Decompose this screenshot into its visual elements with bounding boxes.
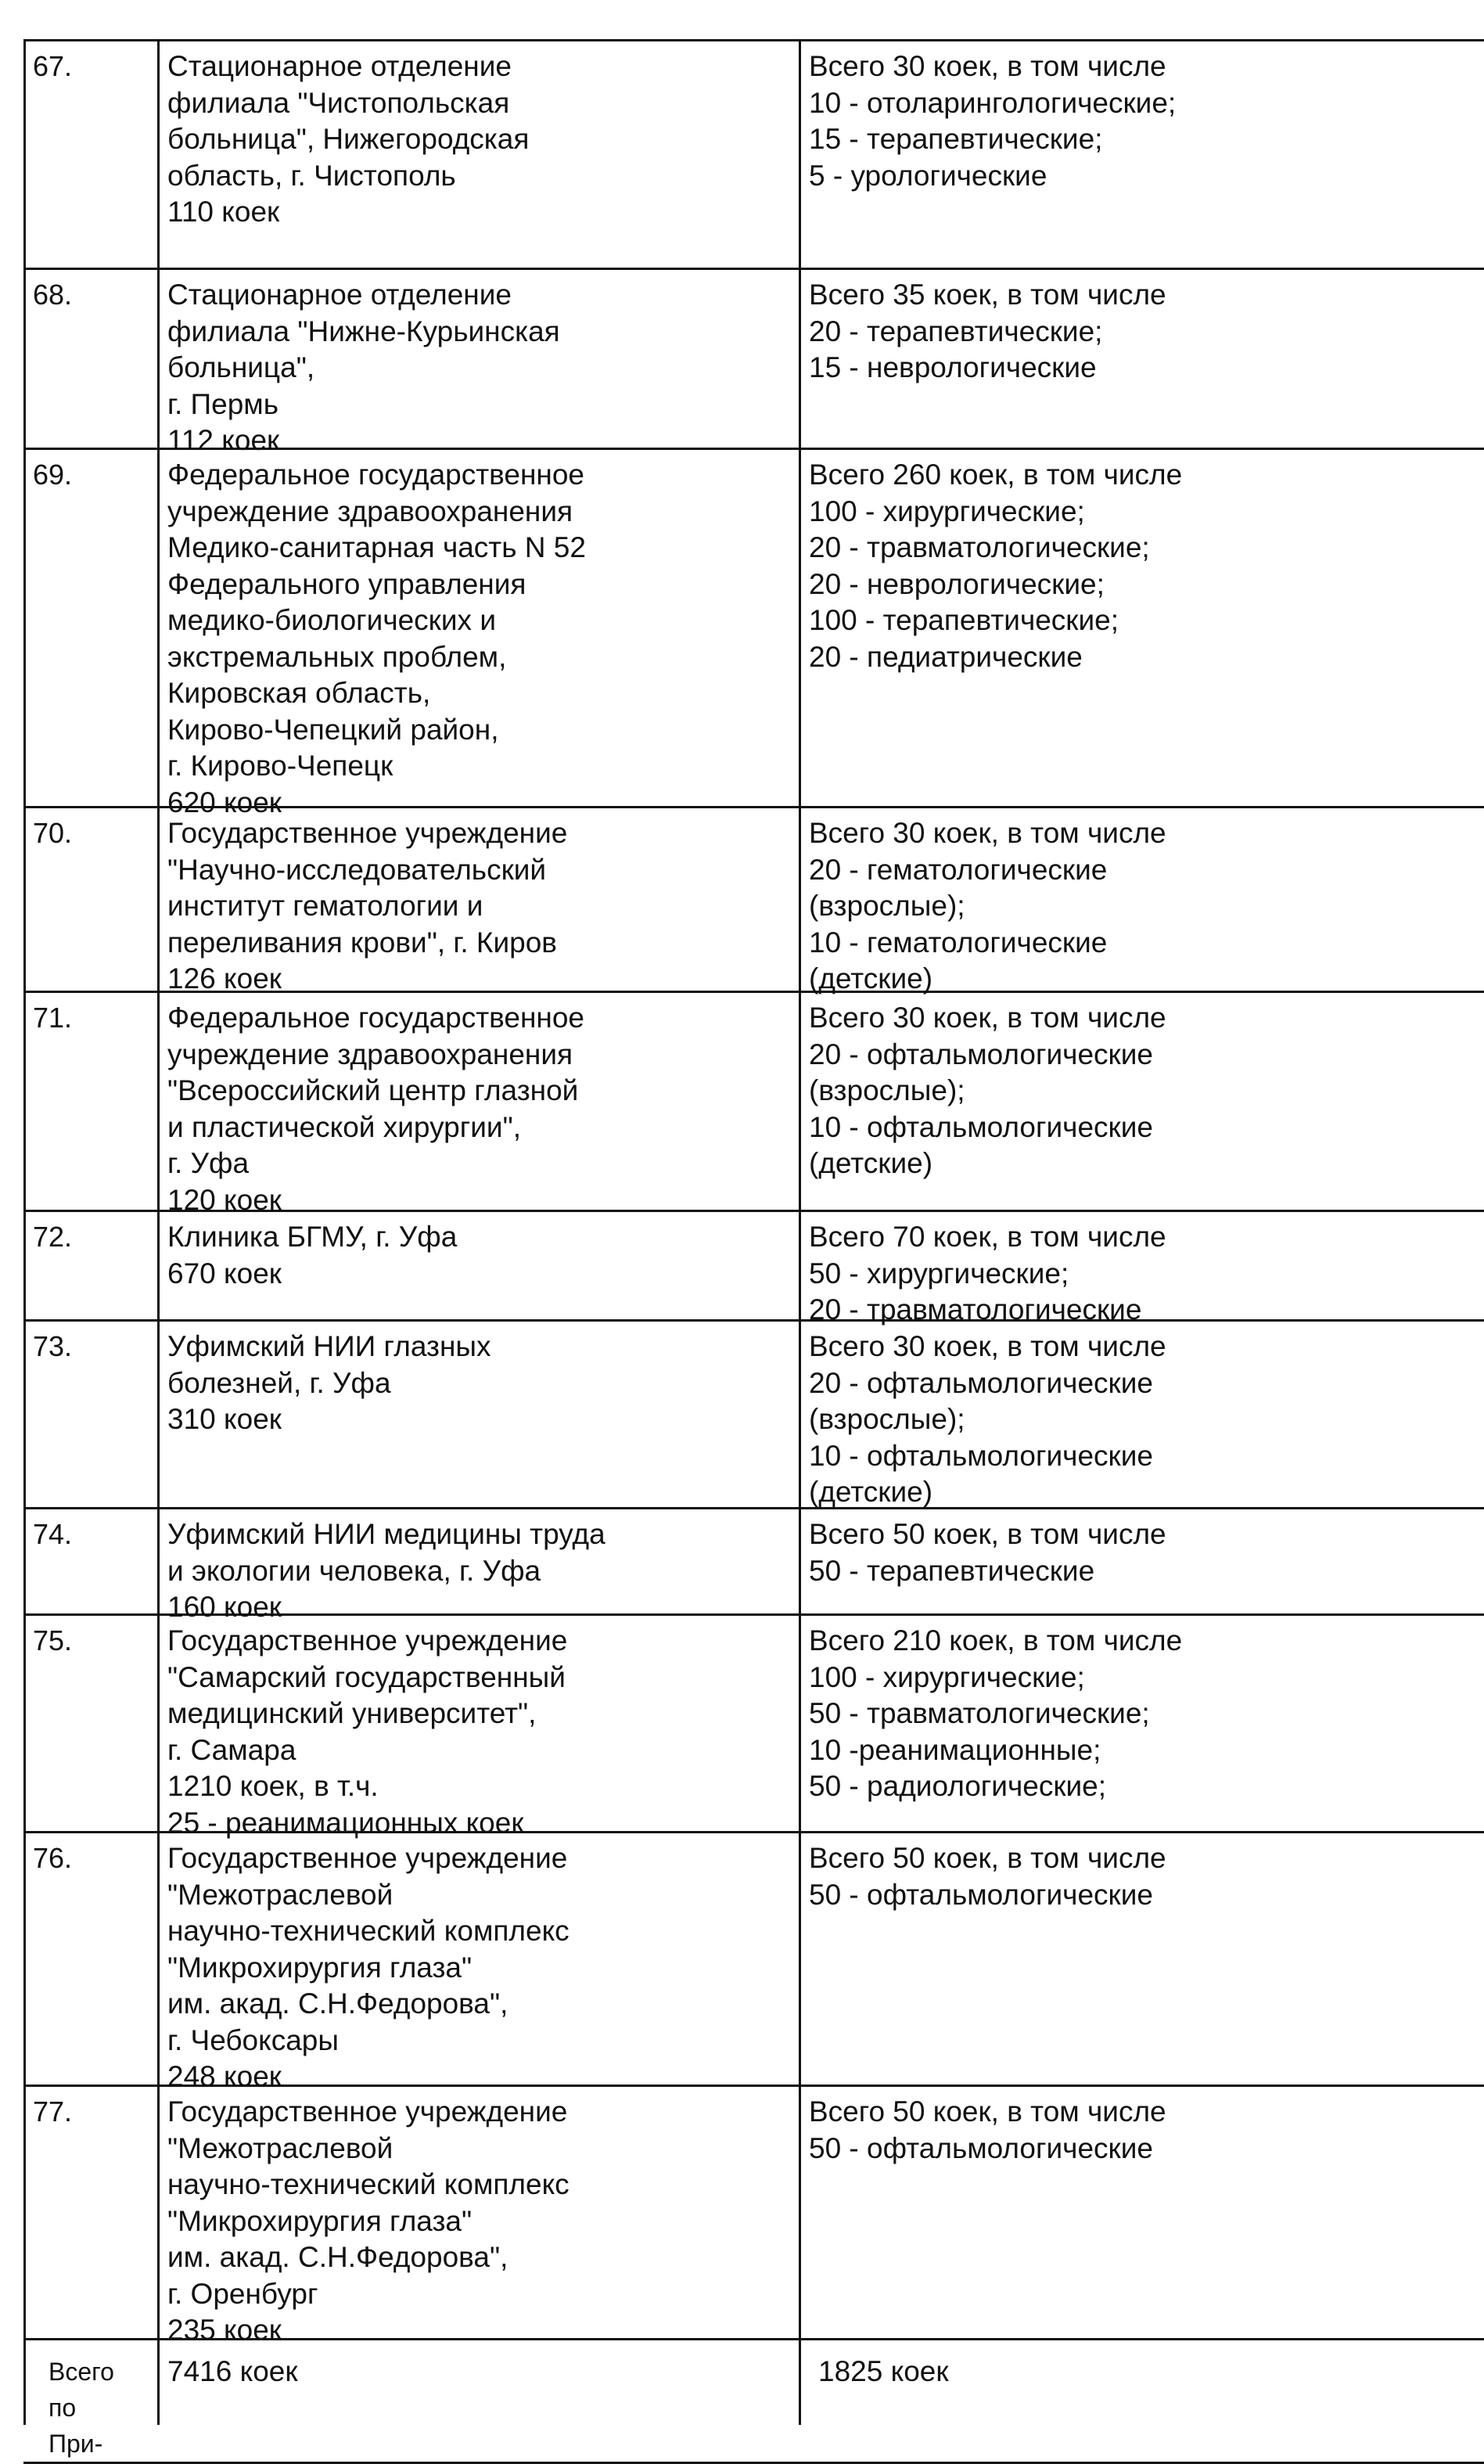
facility-cell [167,815,567,998]
row-border [23,1319,1484,1322]
cell-line: 120 коек [167,1183,282,1216]
cell-line: 10 - отоларингологические; [809,86,1177,119]
cell-line: 20 - травматологические [809,1293,1142,1326]
cell-line: 112 коек [167,424,280,456]
cell-line: Всего 50 коек, в том числе [809,1842,1166,1874]
cell-line: 160 коек [167,1591,282,1623]
cell-line: 670 коек [167,1257,282,1290]
cell-line: Всего 30 коек, в том числе [809,50,1166,82]
cell-line: 620 коек [167,786,282,818]
cell-line: им. акад. С.Н.Федорова", [167,2241,508,2273]
cell-line: 20 - офтальмологические [809,1038,1153,1070]
cell-line: болезней, г. Уфа [167,1366,391,1399]
cell-line: Всего 210 коек, в том числе [809,1624,1183,1656]
facility-cell [167,1840,570,2095]
cell-line: (детские) [809,1147,933,1179]
cell-line: область, г. Чистополь [167,159,456,192]
cell-line: 50 - терапевтические [809,1554,1095,1587]
cell-line: больница", [167,351,315,383]
cell-line: "Научно-исследовательский [167,853,547,886]
cell-line: 50 - офтальмологические [809,2131,1153,2164]
row-number: 68. [33,279,73,311]
cell-line: Государственное учреждение [167,2095,568,2128]
cell-line: 110 коек [167,196,280,228]
cell-line: 10 - офтальмологические [809,1439,1153,1472]
cell-line: 20 - терапевтические; [809,315,1103,347]
cell-line: медицинский университет", [167,1697,537,1729]
column-border [799,39,801,2425]
row-border [23,268,1484,270]
row-number: 67. [33,50,73,82]
cell-line: Всего 70 коек, в том числе [809,1221,1166,1253]
cell-line: (детские) [809,962,933,995]
cell-line: Всего 260 коек, в том числе [809,459,1183,491]
cell-line: научно-технический комплекс [167,1915,570,1947]
cell-line: больница", Нижегородская [167,123,530,155]
facility-cell [167,1000,584,1218]
cell-line: г. Уфа [167,1147,250,1179]
total-facility-cell [167,2354,298,2390]
cell-line: (взрослые); [809,890,965,922]
cell-line: филиала "Нижне-Курьинская [167,315,560,347]
facility-cell [167,2094,570,2349]
cell-line: медико-биологических и [167,604,496,636]
beds-cell [809,457,1182,675]
beds-cell [809,1219,1166,1329]
cell-line: 235 коек [167,2314,282,2346]
cell-line: Стационарное отделение [167,50,512,82]
cell-line: филиала "Чистопольская [167,86,510,119]
cell-line: 5 - урологические [809,159,1047,192]
cell-line: 20 - гематологические [809,853,1108,886]
cell-line: 100 - хирургические; [809,495,1085,527]
cell-line: Всего 30 коек, в том числе [809,1330,1166,1362]
cell-line: Государственное учреждение [167,1842,568,1874]
cell-line: г. Кирово-Чепецк [167,750,393,782]
cell-line: 50 - хирургические; [809,1257,1069,1290]
cell-line: и пластической хирургии", [167,1110,521,1143]
beds-cell [809,1329,1166,1511]
facility-cell [167,49,529,231]
beds-cell [809,49,1176,194]
cell-line: "Межотраслевой [167,1878,393,1911]
cell-line: 310 коек [167,1403,282,1435]
cell-line: Всего 35 коек, в том числе [809,279,1166,311]
cell-line: Всего 50 коек, в том числе [809,2095,1166,2128]
cell-line: научно-технический комплекс [167,2168,570,2200]
cell-line: 126 коек [167,962,282,995]
facility-cell [167,1623,567,1841]
cell-line: г. Чебоксары [167,2023,339,2056]
cell-line: "Всероссийский центр глазной [167,1074,579,1106]
cell-line: 1210 коек, в т.ч. [167,1770,379,1802]
column-border [157,39,160,2425]
cell-line: 50 - офтальмологические [809,1878,1153,1911]
cell-line: 10 -реанимационные; [809,1733,1101,1766]
total-beds-cell [818,2354,949,2390]
beds-cell [809,1623,1182,1805]
cell-line: Кировская область, [167,677,431,709]
cell-line: Всего 30 коек, в том числе [809,1002,1166,1034]
cell-line: Уфимский НИИ глазных [167,1330,491,1362]
cell-line: (взрослые); [809,1074,965,1106]
cell-line: 248 коек [167,2060,282,2092]
cell-line: При- [49,2430,103,2458]
row-border [23,39,1484,41]
facility-cell [167,1219,457,1292]
cell-line: 20 - неврологические; [809,567,1105,600]
cell-line: Государственное учреждение [167,1624,568,1656]
cell-line: г. Пермь [167,387,279,420]
beds-cell [809,1516,1166,1589]
beds-cell [809,1000,1166,1182]
cell-line: 25 - реанимационных коек [167,1806,524,1839]
row-number: 72. [33,1221,73,1253]
cell-line: 100 - терапевтические; [809,604,1119,636]
row-border [23,1507,1484,1509]
cell-line: 100 - хирургические; [809,1660,1085,1693]
cell-line: и экологии человека, г. Уфа [167,1554,541,1587]
cell-line: Федерального управления [167,567,526,600]
row-number: 75. [33,1624,73,1656]
cell-line: 50 - травматологические; [809,1697,1150,1729]
cell-line: институт гематологии и [167,890,483,922]
facility-cell [167,457,586,821]
cell-line: Федеральное государственное [167,1002,585,1034]
cell-line: Федеральное государственное [167,459,585,491]
cell-line: Кирово-Чепецкий район, [167,713,499,746]
cell-line: г. Самара [167,1733,296,1766]
cell-line: 15 - терапевтические; [809,123,1103,155]
cell-line: Клиника БГМУ, г. Уфа [167,1221,458,1253]
cell-line: "Межотраслевой [167,2131,393,2164]
cell-line: Всего 30 коек, в том числе [809,817,1166,849]
total-label-cell [49,2354,114,2462]
beds-cell [809,815,1166,998]
beds-cell [809,1840,1166,1913]
beds-cell [809,277,1166,387]
facility-cell [167,277,560,459]
row-number: 76. [33,1842,73,1874]
cell-line: "Микрохирургия глаза" [167,2204,473,2237]
row-number: 70. [33,817,73,849]
beds-cell [809,2094,1166,2167]
cell-line: 10 - офтальмологические [809,1110,1153,1143]
cell-line: 20 - педиатрические [809,640,1083,673]
cell-line: Стационарное отделение [167,279,512,311]
row-number: 71. [33,1002,73,1034]
cell-line: 50 - радиологические; [809,1770,1107,1802]
cell-line: экстремальных проблем, [167,640,507,673]
cell-line: (взрослые); [809,1403,965,1435]
cell-line: "Самарский государственный [167,1660,566,1693]
cell-line: 10 - гематологические [809,926,1108,959]
facility-cell [167,1329,490,1438]
row-number: 69. [33,459,73,491]
cell-line: 20 - травматологические; [809,531,1150,563]
row-number: 77. [33,2095,73,2128]
cell-line: 7416 коек [167,2355,298,2387]
column-border [23,39,26,2425]
cell-line: Медико-санитарная часть N 52 [167,531,586,563]
cell-line: им. акад. С.Н.Федорова", [167,1987,508,2020]
row-number: 74. [33,1518,73,1550]
cell-line: переливания крови", г. Киров [167,926,557,959]
cell-line: Уфимский НИИ медицины труда [167,1518,605,1550]
cell-line: "Микрохирургия глаза" [167,1951,473,1984]
cell-line: г. Оренбург [167,2277,318,2310]
cell-line: Государственное учреждение [167,817,568,849]
cell-line: 20 - офтальмологические [809,1366,1153,1399]
cell-line: Всего 50 коек, в том числе [809,1518,1166,1550]
row-number: 73. [33,1330,73,1362]
cell-line: учреждение здравоохранения [167,1038,573,1070]
cell-line: учреждение здравоохранения [167,495,573,527]
cell-line: 1825 коек [818,2355,949,2387]
cell-line: 15 - неврологические [809,351,1097,383]
facility-cell [167,1516,605,1626]
cell-line: (детские) [809,1476,933,1508]
cell-line: по [49,2394,77,2422]
cell-line: Всего [49,2358,114,2386]
